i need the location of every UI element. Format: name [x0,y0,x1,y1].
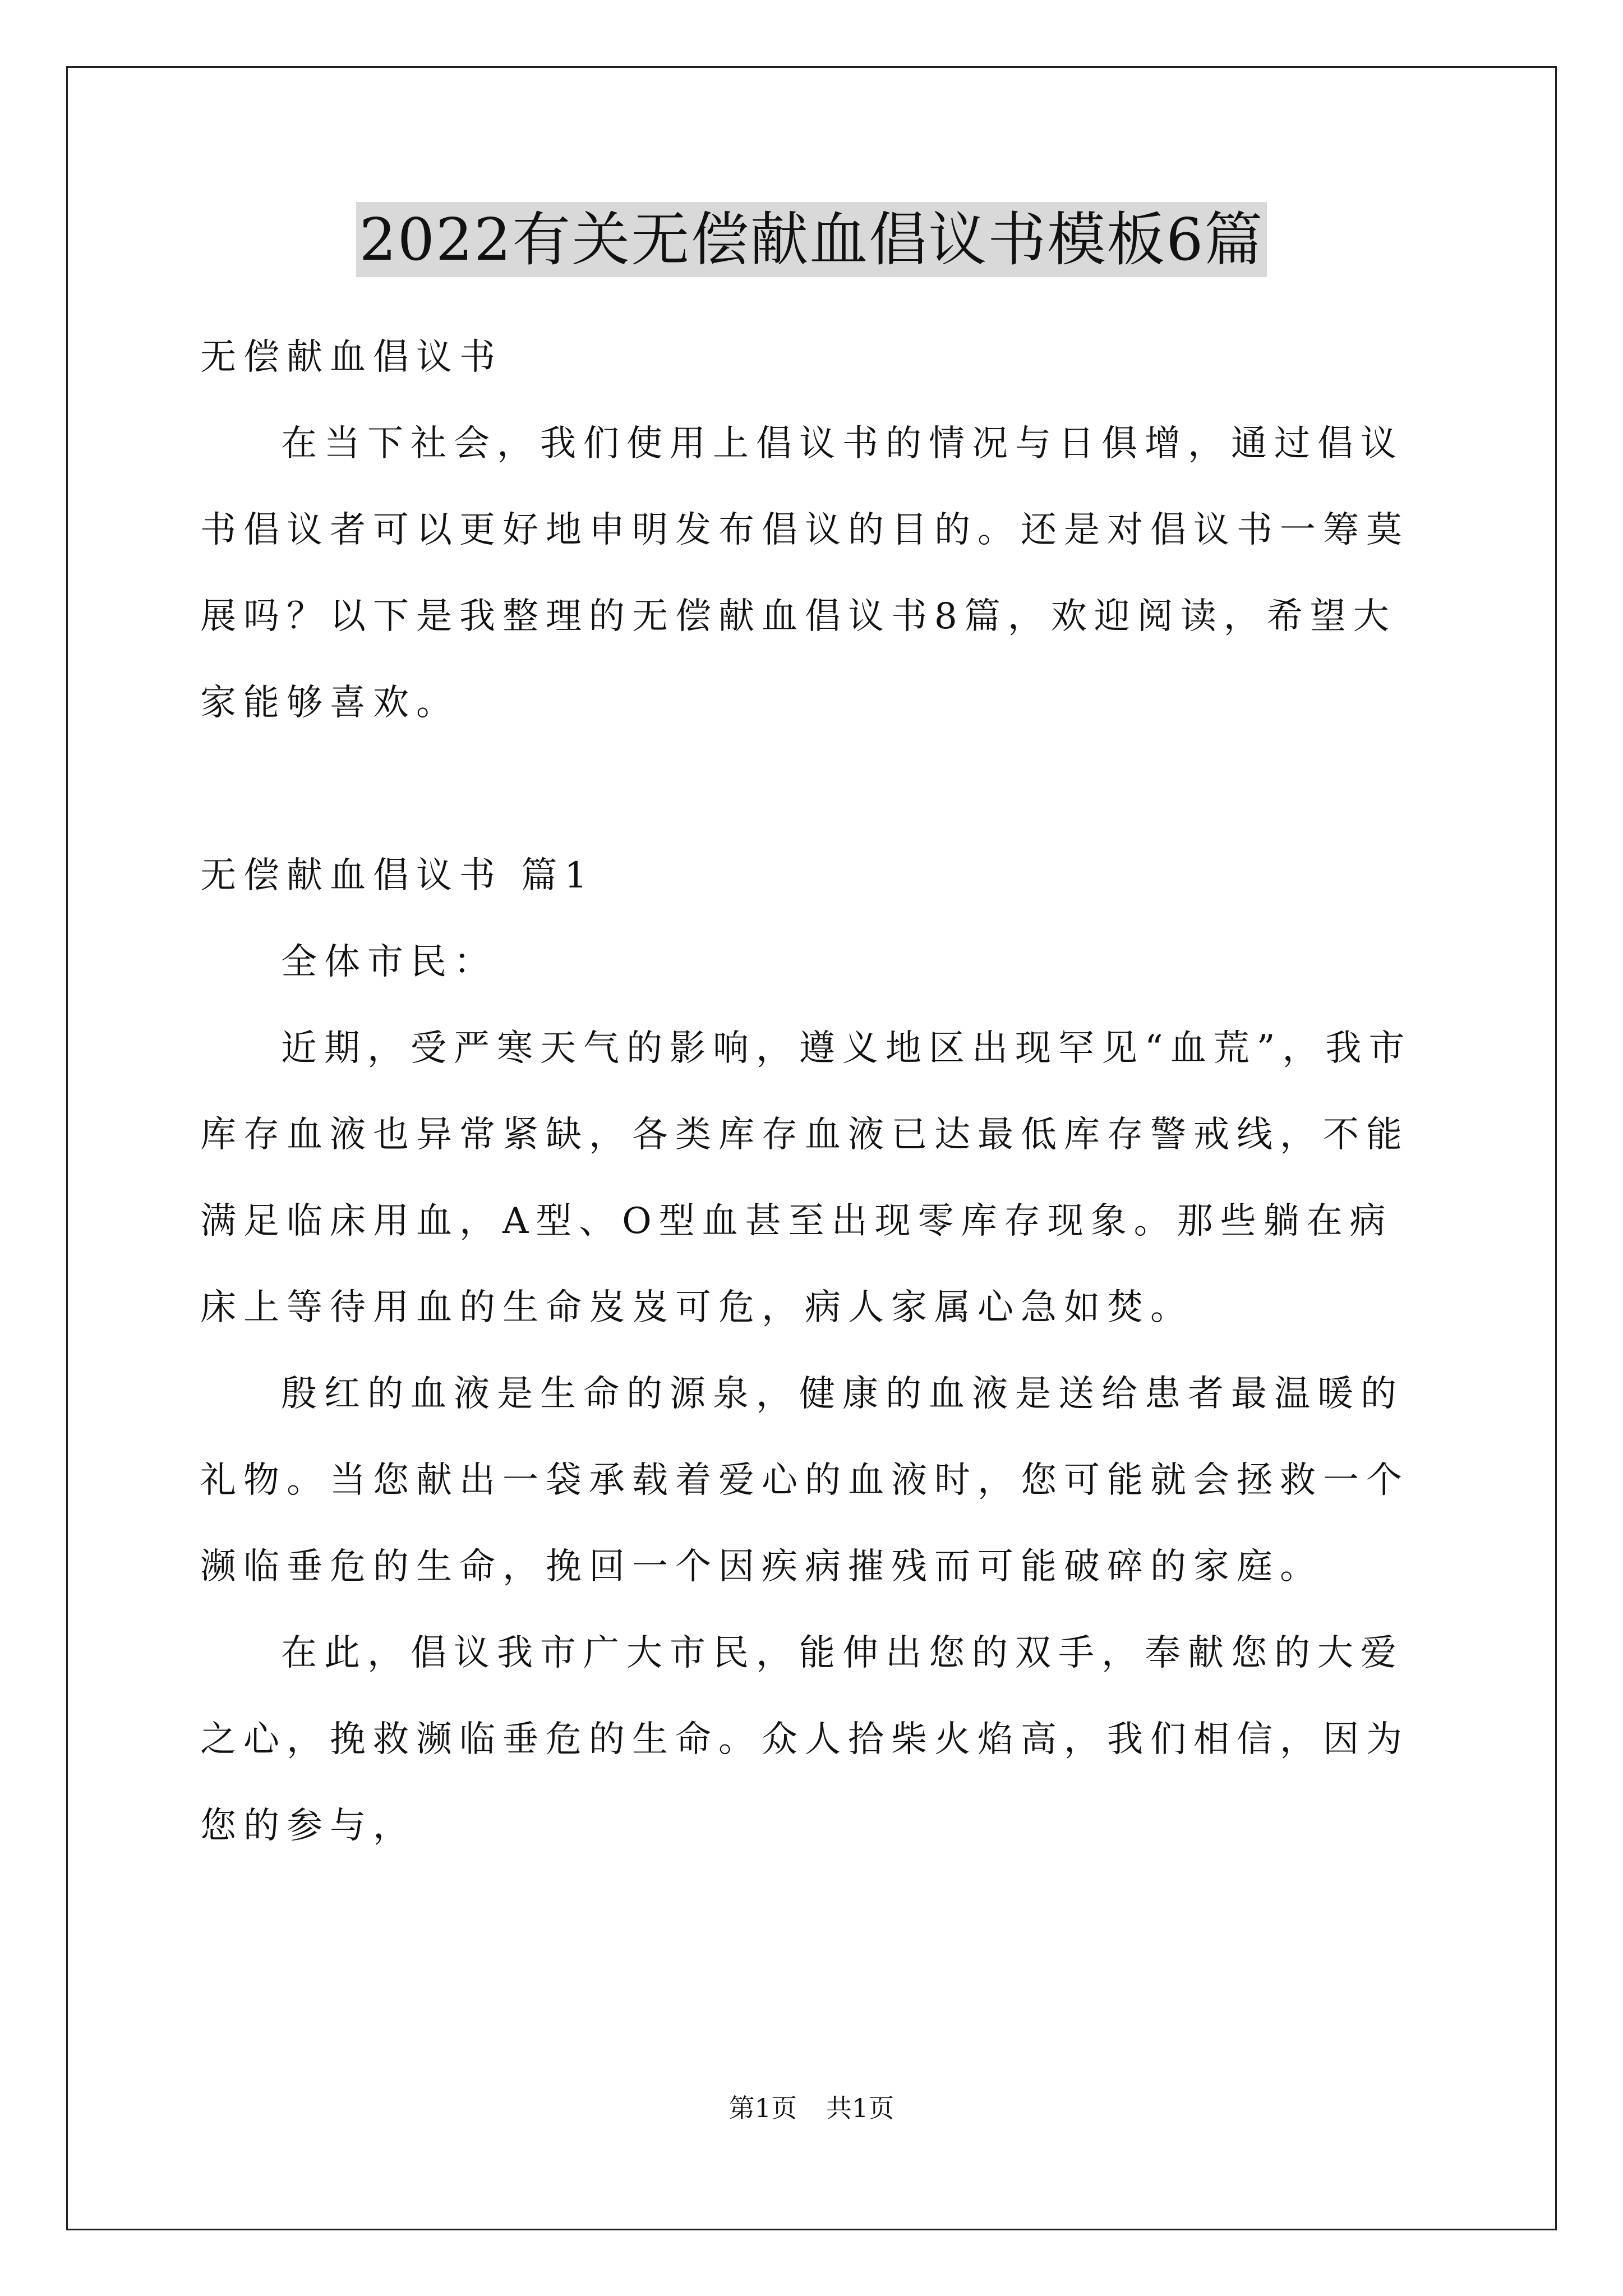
body-paragraph: 近期，受严寒天气的影响，遵义地区出现罕见“血荒”，我市库存血液也异常紧缺，各类库存血液已达最低库存警戒线，不能满足临床用血，A型、O型血甚至出现零库存现象。那些躺在病床上等待用血的生命岌岌可危，病人家属心急如焚。 [200,1028,1412,1328]
body-paragraph: 殷红的血液是生命的源泉，健康的血液是送给患者最温暖的礼物。当您献出一袋承载着爱心的血液时，您可能就会拯救一个濒临垂危的生命，挽回一个因疾病摧残而可能破碎的家庭。 [200,1373,1409,1588]
salutation: 全体市民： [281,941,497,983]
page-total: 共1页 [826,2093,895,2123]
intro-paragraph: 在当下社会，我们使用上倡议书的情况与日俱增，通过倡议书倡议者可以更好地申明发布倡议的目的。还是对倡议书一筹莫展吗？以下是我整理的无偿献血倡议书8篇，欢迎阅读，希望大家能够喜欢。 [200,423,1409,724]
document-title: 2022有关无偿献血倡议书模板6篇 [356,202,1267,277]
document-body [200,314,1428,1869]
page-footer [0,2091,1623,2125]
body-paragraph: 在此，倡议我市广大市民，能伸出您的双手，奉献您的大爱之心，挽救濒临垂危的生命。众人拾柴火焰高，我们相信，因为您的参与， [200,1632,1409,1847]
section-heading: 无偿献血倡议书 [200,337,502,378]
title-container [0,202,1623,277]
page-number: 第1页 [728,2093,797,2123]
section-heading: 无偿献血倡议书 篇1 [200,855,595,896]
